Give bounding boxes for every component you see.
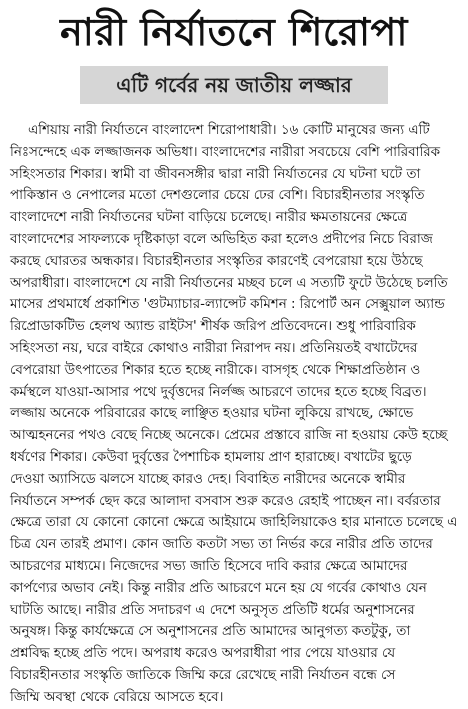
article-body-line: করছে ঘোরতর অন্ধকার। বিচারহীনতার সংস্কৃতির কারণেই বেপরোয়া হয়ে উঠছে <box>10 253 423 269</box>
article-body-line: অনুষঙ্গ। কিন্তু কার্যক্ষেত্রে সে অনুশাসনের প্রতি আমাদের আনুগত্য কতটুকু, তা <box>10 624 411 640</box>
article-body-line: আত্মহননের পথও বেছে নিচ্ছে অনেকে। প্রেমের প্রস্তাবে রাজি না হওয়ায় কেউ হচ্ছে <box>10 428 448 444</box>
article-body-line: এশিয়ায় নারী নির্যাতনে বাংলাদেশ শিরোপাধারী। ১৬ কোটি মানুষের জন্য এটি <box>28 123 430 138</box>
article-body <box>10 120 460 705</box>
article-body-line: চিত্র যেন তারই প্রমাণ। কোন জাতি কতটা সভ্য তা নির্ভর করে নারীর প্রতি তাদের <box>10 537 433 553</box>
article-body-line: বিচারহীনতার সংস্কৃতি জাতিকে জিম্মি করে রেখেছে নারী নির্যাতন বন্ধে সে <box>10 667 396 683</box>
article-body-line: সহিংসতা নয়, ঘরে বাইরে কোথাও নারীরা নিরাপদ নয়। প্রতিনিয়তই বখাটেদের <box>10 340 418 356</box>
article-body-line: অপরাধীরা। বাংলাদেশে যে নারী নির্যাতনের মচ্ছব চলে এ সত্যটি ফুটে উঠেছে চলতি <box>10 275 448 291</box>
article-body-line: নির্যাতনে সম্পর্ক ছেদ করে আলাদা বসবাস শুরু করেও রেহাই পাচ্ছেন না। বর্বরতার <box>10 493 441 509</box>
article-body-line: জিম্মি অবস্থা থেকে বেরিয়ে আসতে হবে। <box>10 689 224 705</box>
article-body-line: সহিংসতার শিকার। স্বামী বা জীবনসঙ্গীর দ্বারা নারী নির্যাতনের যে ঘটনা ঘটে তা <box>10 166 421 182</box>
article-body-line: পাকিস্তান ও নেপালের মতো দেশগুলোর চেয়ে ঢের বেশি। বিচারহীনতার সংস্কৃতি <box>10 188 425 204</box>
article-body-line: লজ্জায় অনেকে পরিবারের কাছে লাঞ্ছিত হওয়ার ঘটনা লুকিয়ে রাখছে, ক্ষোভে <box>10 406 414 422</box>
article-body-line: দেওয়া অ্যাসিডে ঝলসে যাচ্ছে কারও দেহ। বিবাহিত নারীদের অনেকে স্বামীর <box>10 471 406 487</box>
article-body-line: কর্মস্থলে যাওয়া-আসার পথে দুর্বৃত্তদের নির্লজ্জ আচরণে তাদের হতে হচ্ছে বিব্রত। <box>10 384 427 400</box>
article-body-line: বেপরোয়া উৎপাতের শিকার হতে হচ্ছে নারীকে। বাসগৃহ থেকে শিক্ষাপ্রতিষ্ঠান ও <box>10 362 421 378</box>
article-headline: নারী নির্যাতনে শিরোপা <box>60 10 408 54</box>
article-body-line: আচরণের মাধ্যমে। নিজেদের সভ্য জাতি হিসেবে দাবি করার ক্ষেত্রে আমাদের <box>10 558 408 574</box>
article-body-line: বাংলাদেশের সাফল্যকে দৃষ্টিকাড়া বলে অভিহিত করা হলেও প্রদীপের নিচে বিরাজ <box>10 231 433 247</box>
article-body-line: রিপ্রোডাকটিভ হেলথ অ্যান্ড রাইটস' শীর্ষক জরিপ প্রতিবেদনে। শুধু পারিবারিক <box>10 319 416 335</box>
article-body-line: বাংলাদেশে নারী নির্যাতনের ঘটনা বাড়িয়ে চলেছে। নারীর ক্ষমতায়নের ক্ষেত্রে <box>10 210 408 226</box>
article-body-line: ধর্ষণের শিকার। কেউবা দুর্বৃত্তের পৈশাচিক হামলায় প্রাণ হারাচ্ছে। বখাটের ছুড়ে <box>10 449 412 465</box>
article-body-line: কার্পণ্যের অভাব নেই। কিন্তু নারীর প্রতি আচরণে মনে হয় যে গর্বের কোথাও যেন <box>10 580 427 596</box>
article-body-line: মাসের প্রথমার্ধে প্রকাশিত 'গুটম্যাচার-ল্যান্সেট কমিশন : রিপোর্ট অন সেক্সুয়াল অ্যান্ড <box>10 297 445 313</box>
article-body-line: প্রশ্নবিদ্ধ হচ্ছে প্রতি পদে। অপরাধ করেও অপরাধীরা পার পেয়ে যাওয়ার যে <box>10 646 396 662</box>
article-subheadline: এটি গর্বের নয় জাতীয় লজ্জার <box>80 66 388 104</box>
article-body-line: ঘাটতি আছে। নারীর প্রতি সদাচরণ এ দেশে অনুসৃত প্রতিটি ধর্মের অনুশাসনের <box>10 602 415 618</box>
article-body-line: ক্ষেত্রে তারা যে কোনো কোনো ক্ষেত্রে আইয়ামে জাহিলিয়াকেও হার মানাতে চলেছে এ <box>10 515 458 531</box>
article-body-line: নিঃসন্দেহে এক লজ্জাজনক অভিধা। বাংলাদেশের নারীরা সবচেয়ে বেশি পারিবারিক <box>10 144 441 160</box>
